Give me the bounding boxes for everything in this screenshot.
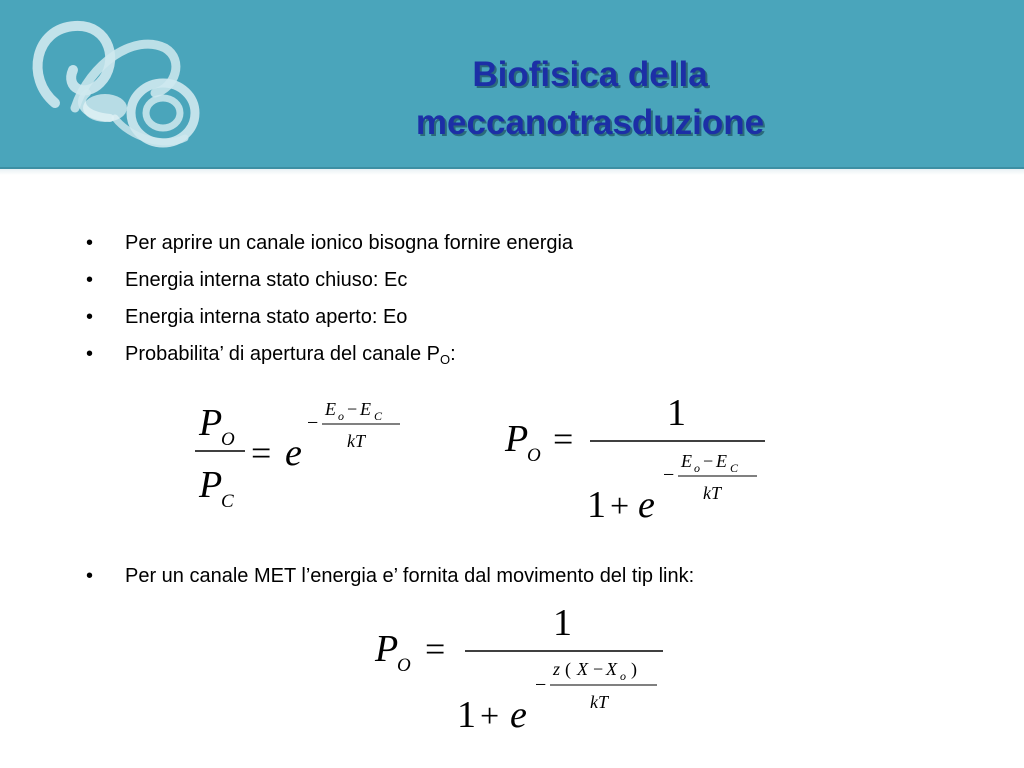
svg-text:o: o [620,669,626,683]
svg-text:1: 1 [553,602,572,644]
svg-text:1: 1 [457,694,476,735]
svg-text:(: ( [565,659,571,679]
svg-text:−: − [307,412,319,434]
svg-text:=: = [251,433,272,473]
svg-text:O: O [221,429,235,450]
svg-text:e: e [285,432,302,474]
svg-text:X: X [606,659,617,679]
svg-text:kT: kT [590,692,608,712]
svg-text:C: C [221,491,234,512]
svg-text:O: O [397,655,411,676]
bullet-text: Energia interna stato aperto: Eo [125,306,408,328]
svg-text:z: z [553,659,561,679]
svg-text:−: − [347,399,358,419]
svg-text:P: P [199,464,223,506]
svg-text:P: P [375,628,399,670]
svg-text:E: E [360,399,371,419]
svg-text:−: − [703,451,714,471]
svg-text:1: 1 [587,484,606,525]
svg-text:+: + [610,488,630,525]
svg-text:C: C [730,461,739,475]
equation-ratio [185,385,415,515]
svg-text:X: X [577,659,588,679]
svg-text:o: o [338,409,344,423]
bullet-suffix: : [450,343,456,365]
svg-text:−: − [663,464,675,486]
subscript: O [440,352,451,367]
bullet-text: Probabilita’ di apertura del canale P [125,343,441,365]
svg-text:kT: kT [347,431,365,451]
svg-text:): ) [631,659,637,679]
svg-text:E: E [681,451,692,471]
svg-text:+: + [480,698,500,735]
bullet-marker: • [86,232,94,254]
page-title-line1: Biofisica della [472,55,708,94]
svg-text:o: o [694,461,700,475]
svg-text:kT: kT [703,483,721,503]
bullet-marker: • [86,306,94,328]
bullet-marker: • [86,343,94,365]
svg-text:=: = [425,629,446,669]
svg-text:O: O [527,445,541,466]
bullet-text-probability [125,343,456,367]
bullet-text: Energia interna stato chiuso: Ec [125,269,408,291]
svg-text:−: − [535,674,547,696]
svg-text:P: P [505,418,529,460]
bullet-marker: • [86,565,94,587]
svg-text:1: 1 [667,392,686,434]
svg-text:e: e [510,694,527,735]
svg-text:=: = [553,419,574,459]
equation-tip-link [365,595,675,735]
equation-boltzmann [495,385,785,525]
svg-text:E: E [325,399,336,419]
svg-text:P: P [199,402,223,444]
svg-text:−: − [593,659,604,679]
svg-text:C: C [374,409,383,423]
svg-text:e: e [638,484,655,525]
inner-ear-icon [15,8,220,158]
bullet-text: Per aprire un canale ionico bisogna fornire energia [125,232,574,254]
bullet-text: Per un canale MET l’energia e’ fornita dal movimento del tip link: [125,565,695,587]
svg-text:E: E [716,451,727,471]
header-shadow [0,169,1024,175]
page-title-line2: meccanotrasduzione [415,103,765,142]
bullet-marker: • [86,269,94,291]
